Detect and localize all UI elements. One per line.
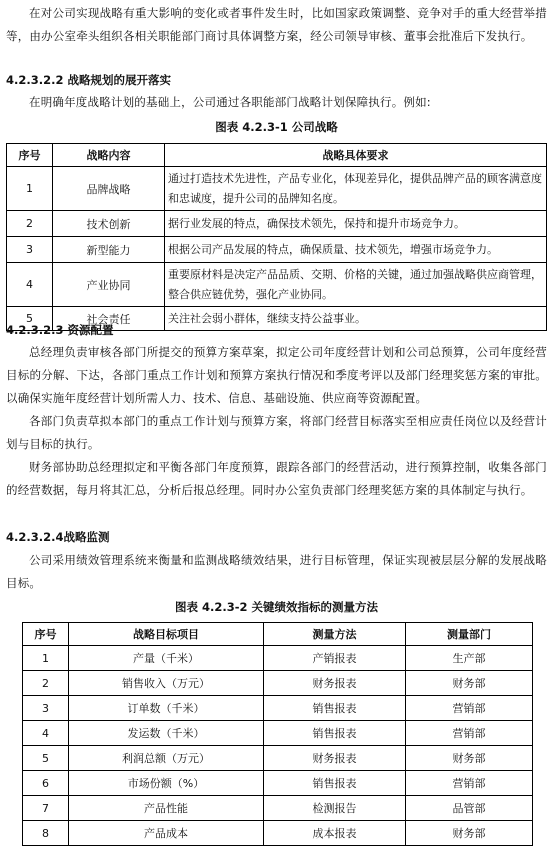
table-header-row	[23, 623, 533, 646]
row-no: 4	[7, 263, 53, 307]
row-content: 产业协同	[53, 263, 165, 307]
table-row	[23, 696, 533, 721]
table-row	[23, 671, 533, 696]
table1-caption: 图表 4.2.3-1 公司战略	[215, 120, 338, 134]
row-content: 社会责任	[53, 307, 165, 331]
section-heading-4-2-3-2-4: 4.2.3.2.4战略监测	[6, 530, 110, 544]
table-row	[7, 237, 547, 263]
row-method: 销售报表	[264, 721, 406, 746]
row-no: 4	[23, 721, 69, 746]
row-item: 市场份额（%）	[69, 771, 264, 796]
row-dept: 营销部	[406, 696, 533, 721]
table-row	[23, 771, 533, 796]
row-requirement: 关注社会弱小群体，继续支持公益事业。	[165, 307, 547, 331]
row-item: 产品成本	[69, 821, 264, 846]
row-method: 财务报表	[264, 671, 406, 696]
row-method: 销售报表	[264, 696, 406, 721]
kpi-measurement-table	[22, 622, 533, 846]
paragraph-department-plan: 各部门负责草拟本部门的重点工作计划与预算方案，将部门经营目标落实至相应责任岗位以及经营计划与目标的执行。	[6, 414, 547, 451]
header-dept: 测量部门	[406, 623, 533, 646]
row-no: 5	[23, 746, 69, 771]
row-method: 产销报表	[264, 646, 406, 671]
header-content: 战略内容	[53, 144, 165, 167]
row-no: 2	[23, 671, 69, 696]
table-row	[23, 821, 533, 846]
header-requirement: 战略具体要求	[165, 144, 547, 167]
table-row	[23, 721, 533, 746]
row-dept: 品管部	[406, 796, 533, 821]
section-heading-4-2-3-2-2: 4.2.3.2.2 战略规划的展开落实	[6, 73, 171, 87]
row-no: 6	[23, 771, 69, 796]
row-no: 2	[7, 211, 53, 237]
table-row	[23, 796, 533, 821]
row-no: 5	[7, 307, 53, 331]
header-item: 战略目标项目	[69, 623, 264, 646]
table-row	[7, 211, 547, 237]
row-dept: 营销部	[406, 721, 533, 746]
header-no: 序号	[23, 623, 69, 646]
row-dept: 生产部	[406, 646, 533, 671]
row-item: 发运数（千米）	[69, 721, 264, 746]
row-requirement: 据行业发展的特点，确保技术领先，保持和提升市场竞争力。	[165, 211, 547, 237]
paragraph-resource-allocation: 总经理负责审核各部门所提交的预算方案草案，拟定公司年度经营计划和公司总预算，公司年度经营目标的分解、下达，各部门重点工作计划和预算方案执行情况和季度考评以及部门经理奖惩方案的审批。以确保实施年度经营计划所需人力、技术、信息、基础设施、供应商等资源配置。	[6, 345, 547, 405]
row-dept: 财务部	[406, 746, 533, 771]
header-method: 测量方法	[264, 623, 406, 646]
row-method: 销售报表	[264, 771, 406, 796]
table2-caption: 图表 4.2.3-2 关键绩效指标的测量方法	[174, 600, 379, 614]
header-no: 序号	[7, 144, 53, 167]
intro-paragraph: 在对公司实现战略有重大影响的变化或者事件发生时，比如国家政策调整、竞争对手的重大经营举措等，由办公室牵头组织各相关职能部门商讨具体调整方案，经公司领导审核、董事会批准后下发执行。	[6, 6, 547, 43]
paragraph-plan-execution: 在明确年度战略计划的基础上，公司通过各职能部门战略计划保障执行。例如:	[29, 95, 431, 109]
row-no: 8	[23, 821, 69, 846]
row-dept: 营销部	[406, 771, 533, 796]
row-item: 订单数（千米）	[69, 696, 264, 721]
row-requirement: 根据公司产品发展的特点，确保质量、技术领先，增强市场竞争力。	[165, 237, 547, 263]
table-row	[7, 263, 547, 307]
row-no: 3	[7, 237, 53, 263]
table-row	[23, 646, 533, 671]
row-item: 销售收入（万元）	[69, 671, 264, 696]
row-method: 检测报告	[264, 796, 406, 821]
row-method: 财务报表	[264, 746, 406, 771]
paragraph-finance: 财务部协助总经理拟定和平衡各部门年度预算，跟踪各部门的经营活动，进行预算控制，收集各部门的经营数据，每月将其汇总，分析后报总经理。同时办公室负责部门经理奖惩方案的具体制定与执行。	[6, 460, 547, 497]
table-header-row	[7, 144, 547, 167]
row-method: 成本报表	[264, 821, 406, 846]
row-content: 技术创新	[53, 211, 165, 237]
row-dept: 财务部	[406, 821, 533, 846]
row-no: 1	[7, 167, 53, 211]
row-content: 品牌战略	[53, 167, 165, 211]
row-item: 产量（千米）	[69, 646, 264, 671]
section-heading-4-2-3-2-3: 4.2.3.2.3 资源配置	[6, 323, 114, 337]
row-item: 产品性能	[69, 796, 264, 821]
company-strategy-table	[6, 143, 547, 331]
row-requirement: 重要原材料是决定产品品质、交期、价格的关键，通过加强战略供应商管理，整合供应链优势，强化产业协同。	[165, 263, 547, 307]
row-content: 新型能力	[53, 237, 165, 263]
row-no: 7	[23, 796, 69, 821]
paragraph-monitoring: 公司采用绩效管理系统来衡量和监测战略绩效结果，进行目标管理，保证实现被层层分解的发展战略目标。	[6, 553, 547, 590]
row-requirement: 通过打造技术先进性，产品专业化，体现差异化，提供品牌产品的顾客满意度和忠诚度，提升公司的品牌知名度。	[165, 167, 547, 211]
table-row	[23, 746, 533, 771]
row-no: 1	[23, 646, 69, 671]
row-dept: 财务部	[406, 671, 533, 696]
row-no: 3	[23, 696, 69, 721]
table-row	[7, 167, 547, 211]
row-item: 利润总额（万元）	[69, 746, 264, 771]
